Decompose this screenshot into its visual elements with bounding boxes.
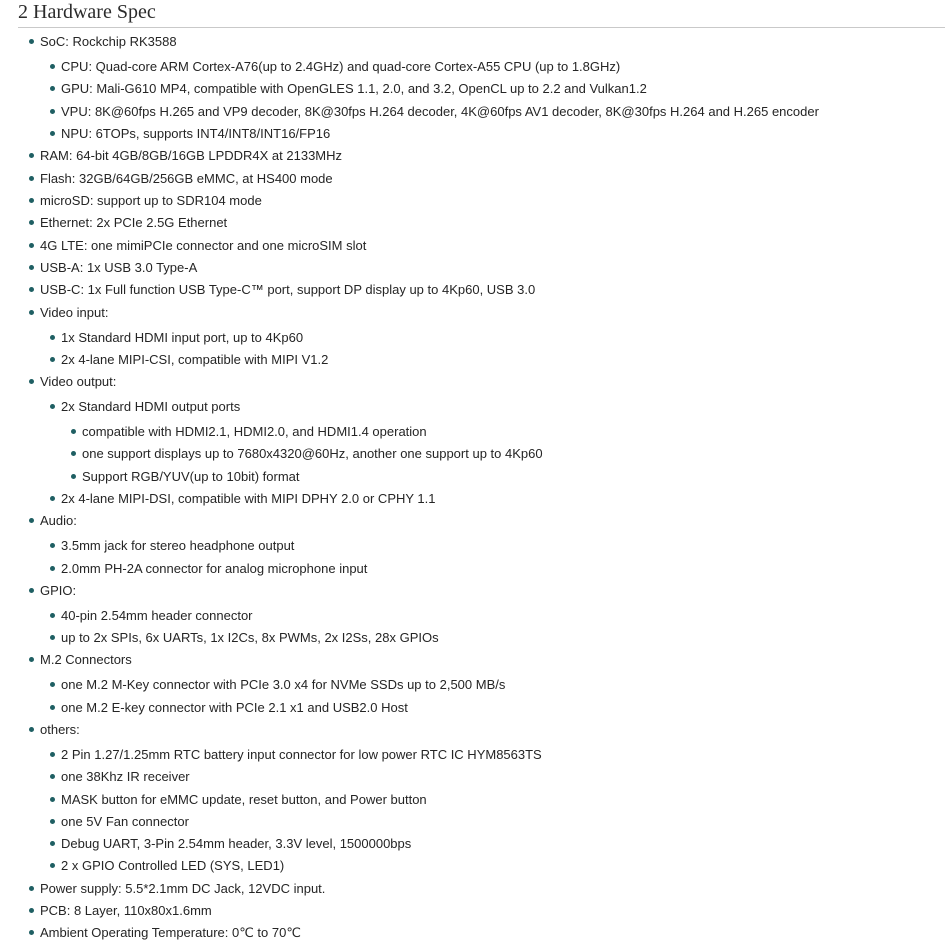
spec-item-level-1 (40, 32, 177, 52)
bullet-icon (50, 86, 55, 91)
bullet-icon (29, 287, 34, 292)
spec-item-level-2 (61, 102, 819, 122)
spec-item-level-3 (82, 422, 427, 442)
bullet-icon (50, 543, 55, 548)
spec-item-level-2 (61, 812, 189, 832)
bullet-icon (29, 930, 34, 935)
spec-item-text: 2x 4-lane MIPI-CSI, compatible with MIPI V1.2 (61, 352, 329, 367)
bullet-icon (29, 908, 34, 913)
spec-item-level-1 (40, 511, 77, 531)
bullet-icon (29, 153, 34, 158)
spec-item-text: 1x Standard HDMI input port, up to 4Kp60 (61, 330, 304, 345)
bullet-icon (29, 588, 34, 593)
spec-item-level-2 (61, 767, 190, 787)
spec-item-text: 2 Pin 1.27/1.25mm RTC battery input connector for low power RTC IC HYM8563TS (61, 747, 542, 762)
spec-item-level-3 (82, 467, 299, 487)
bullet-icon (50, 635, 55, 640)
bullet-icon (50, 357, 55, 362)
bullet-icon (50, 774, 55, 779)
bullet-icon (29, 886, 34, 891)
spec-item-level-1 (40, 146, 342, 166)
bullet-icon (50, 863, 55, 868)
bullet-icon (50, 797, 55, 802)
spec-item-text: 2.0mm PH-2A connector for analog microphone input (61, 561, 368, 576)
spec-item-level-2 (61, 675, 505, 695)
spec-item-level-2 (61, 328, 303, 348)
bullet-icon (29, 310, 34, 315)
spec-item-level-1 (40, 923, 301, 943)
spec-item-level-1 (40, 169, 333, 189)
spec-item-text: Video input: (40, 305, 109, 320)
spec-item-text: GPU: Mali-G610 MP4, compatible with OpenGLES 1.1, 2.0, and 3.2, OpenCL up to 2.2 and Vulkan1.2 (61, 81, 647, 96)
spec-item-level-1 (40, 258, 197, 278)
spec-item-level-2 (61, 834, 411, 854)
spec-item-text: RAM: 64-bit 4GB/8GB/16GB LPDDR4X at 2133MHz (40, 148, 343, 163)
spec-item-level-1 (40, 372, 116, 392)
spec-item-text: Flash: 32GB/64GB/256GB eMMC, at HS400 mode (40, 171, 333, 186)
spec-item-text: Audio: (40, 513, 77, 528)
spec-item-text: 2x Standard HDMI output ports (61, 399, 241, 414)
bullet-icon (50, 64, 55, 69)
spec-item-text: Power supply: 5.5*2.1mm DC Jack, 12VDC input. (40, 881, 326, 896)
spec-item-level-2 (61, 57, 620, 77)
bullet-icon (29, 379, 34, 384)
section-heading: 2 Hardware Spec (18, 0, 945, 28)
spec-item-level-2 (61, 559, 367, 579)
bullet-icon (50, 496, 55, 501)
bullet-icon (29, 265, 34, 270)
spec-item-text: one support displays up to 7680x4320@60Hz, another one support up to 4Kp60 (82, 446, 543, 461)
spec-item-level-2 (61, 536, 294, 556)
spec-item-text: microSD: support up to SDR104 mode (40, 193, 262, 208)
bullet-icon (29, 176, 34, 181)
spec-item-text: Debug UART, 3-Pin 2.54mm header, 3.3V level, 1500000bps (61, 836, 412, 851)
bullet-icon (50, 613, 55, 618)
spec-item-text: others: (40, 722, 80, 737)
spec-item-text: 2x 4-lane MIPI-DSI, compatible with MIPI DPHY 2.0 or CPHY 1.1 (61, 491, 436, 506)
spec-item-level-3 (82, 444, 543, 464)
spec-item-level-2 (61, 790, 427, 810)
spec-item-level-1 (40, 901, 212, 921)
spec-item-text: Video output: (40, 374, 117, 389)
spec-item-text: Support RGB/YUV(up to 10bit) format (82, 469, 300, 484)
bullet-icon (29, 243, 34, 248)
spec-item-text: USB-C: 1x Full function USB Type-C™ port, support DP display up to 4Kp60, USB 3.0 (40, 282, 536, 297)
spec-item-level-2 (61, 489, 436, 509)
spec-item-level-1 (40, 879, 325, 899)
spec-item-level-2 (61, 606, 253, 626)
bullet-icon (29, 657, 34, 662)
bullet-icon (71, 429, 76, 434)
spec-item-level-1 (40, 213, 227, 233)
spec-item-level-1 (40, 581, 76, 601)
bullet-icon (50, 705, 55, 710)
spec-item-text: one 38Khz IR receiver (61, 769, 190, 784)
spec-item-text: GPIO: (40, 583, 77, 598)
bullet-icon (71, 474, 76, 479)
bullet-icon (50, 335, 55, 340)
bullet-icon (50, 841, 55, 846)
spec-item-text: M.2 Connectors (40, 652, 132, 667)
spec-item-text: MASK button for eMMC update, reset button, and Power button (61, 792, 427, 807)
spec-item-level-2 (61, 79, 647, 99)
bullet-icon (50, 404, 55, 409)
spec-item-level-2 (61, 745, 542, 765)
spec-item-text: compatible with HDMI2.1, HDMI2.0, and HDMI1.4 operation (82, 424, 427, 439)
bullet-icon (71, 451, 76, 456)
bullet-icon (29, 39, 34, 44)
spec-item-text: NPU: 6TOPs, supports INT4/INT8/INT16/FP16 (61, 126, 331, 141)
spec-item-text: one M.2 E-key connector with PCIe 2.1 x1 and USB2.0 Host (61, 700, 408, 715)
spec-item-text: 2 x GPIO Controlled LED (SYS, LED1) (61, 858, 285, 873)
spec-item-level-1 (40, 303, 108, 323)
spec-item-text: PCB: 8 Layer, 110x80x1.6mm (40, 903, 212, 918)
bullet-icon (50, 819, 55, 824)
spec-item-level-2 (61, 397, 240, 417)
spec-item-level-1 (40, 650, 132, 670)
bullet-icon (50, 109, 55, 114)
bullet-icon (29, 220, 34, 225)
spec-item-level-1 (40, 720, 80, 740)
bullet-icon (29, 727, 34, 732)
bullet-icon (50, 752, 55, 757)
spec-item-text: Ambient Operating Temperature: 0℃ to 70℃ (40, 925, 301, 940)
spec-item-text: SoC: Rockchip RK3588 (40, 34, 177, 49)
spec-item-text: one M.2 M-Key connector with PCIe 3.0 x4 for NVMe SSDs up to 2,500 MB/s (61, 677, 506, 692)
spec-item-level-1 (40, 280, 535, 300)
spec-item-text: 40-pin 2.54mm header connector (61, 608, 253, 623)
spec-item-level-1 (40, 236, 366, 256)
bullet-icon (29, 518, 34, 523)
spec-item-level-1 (40, 191, 262, 211)
spec-item-level-2 (61, 856, 284, 876)
spec-item-text: CPU: Quad-core ARM Cortex-A76(up to 2.4GHz) and quad-core Cortex-A55 CPU (up to 1.8GHz) (61, 59, 621, 74)
spec-item-level-2 (61, 698, 408, 718)
spec-item-level-2 (61, 124, 330, 144)
bullet-icon (50, 566, 55, 571)
spec-item-level-2 (61, 350, 328, 370)
spec-item-text: VPU: 8K@60fps H.265 and VP9 decoder, 8K@30fps H.264 decoder, 4K@60fps AV1 decoder, 8K@30fps H.264 and H.265 encoder (61, 104, 819, 119)
spec-item-text: 3.5mm jack for stereo headphone output (61, 538, 295, 553)
spec-item-text: Ethernet: 2x PCIe 2.5G Ethernet (40, 215, 228, 230)
spec-item-text: USB-A: 1x USB 3.0 Type-A (40, 260, 198, 275)
spec-item-level-2 (61, 628, 439, 648)
bullet-icon (29, 198, 34, 203)
spec-item-text: up to 2x SPIs, 6x UARTs, 1x I2Cs, 8x PWMs, 2x I2Ss, 28x GPIOs (61, 630, 439, 645)
bullet-icon (50, 682, 55, 687)
spec-item-text: 4G LTE: one mimiPCIe connector and one microSIM slot (40, 238, 367, 253)
spec-item-text: one 5V Fan connector (61, 814, 189, 829)
bullet-icon (50, 131, 55, 136)
